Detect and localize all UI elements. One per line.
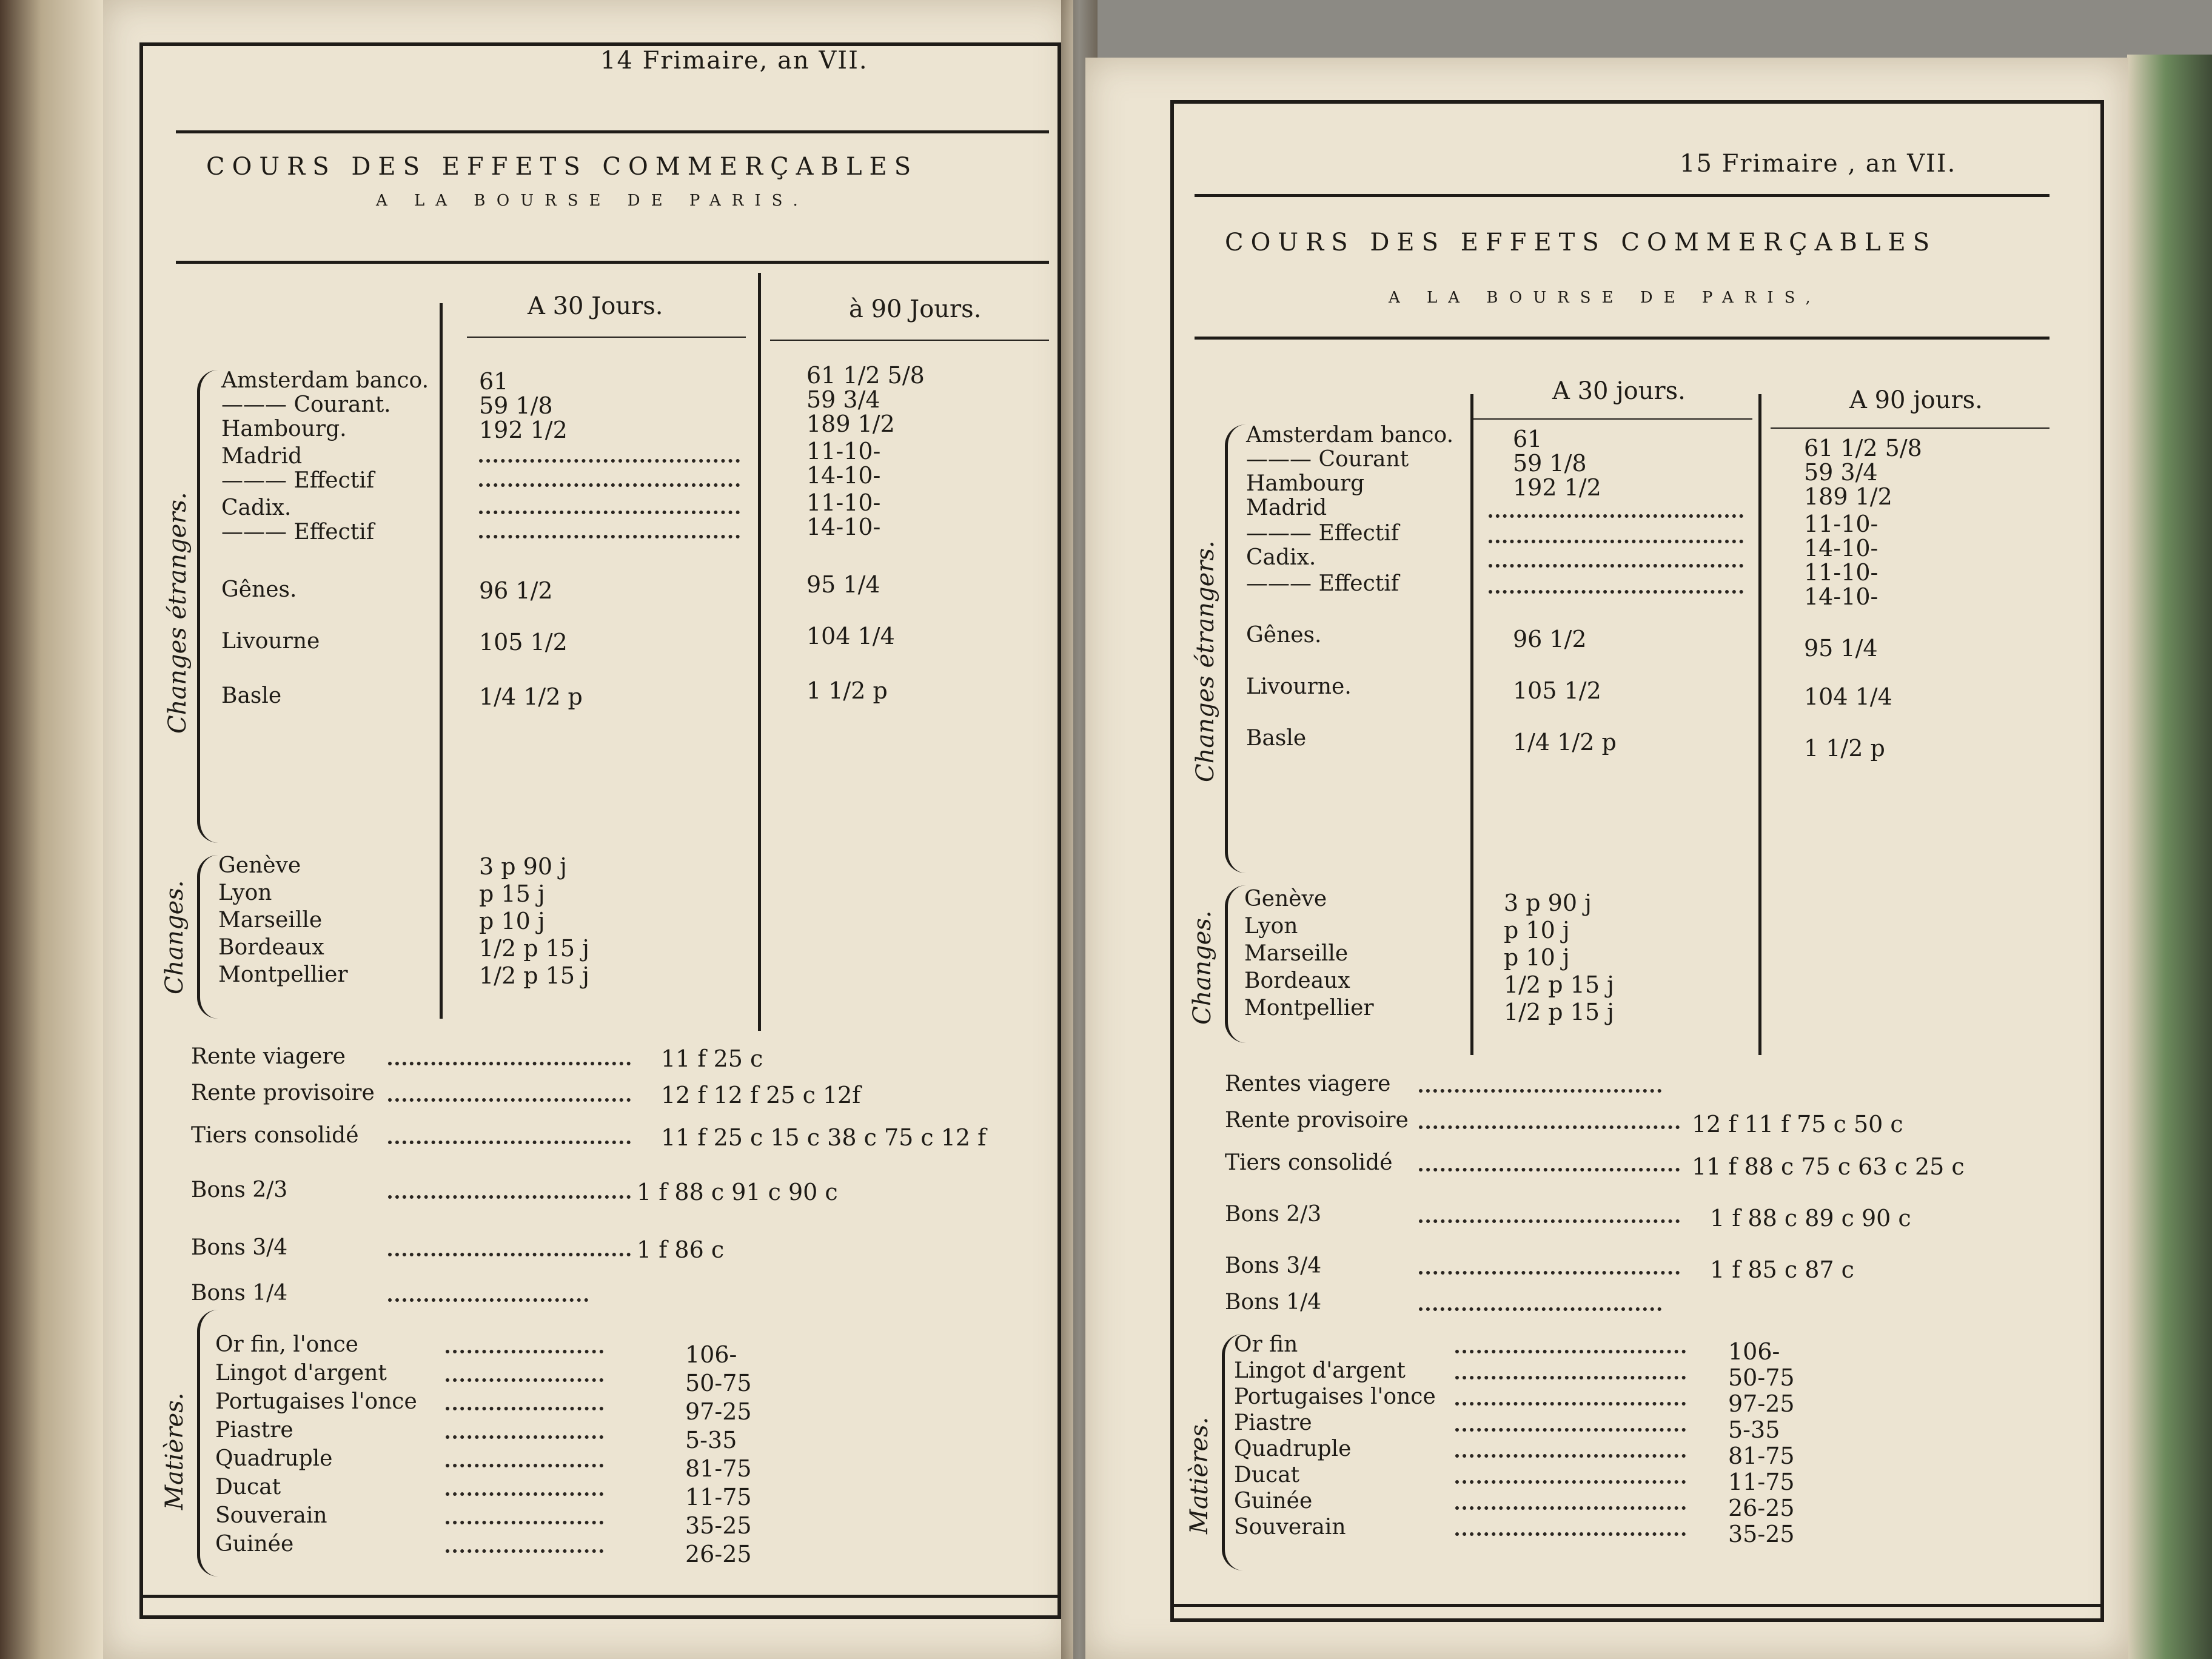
foreign-row-90-value: 14-10- xyxy=(806,514,881,540)
matiere-row-label: Ducat xyxy=(215,1475,281,1500)
matiere-row-value: 97-25 xyxy=(1728,1390,1795,1417)
matiere-row-label: Guinée xyxy=(215,1532,294,1557)
rente-row-dots xyxy=(388,1141,631,1144)
foreign-row-30-dots xyxy=(1489,540,1743,543)
foreign-row-30-value: 96 1/2 xyxy=(479,577,553,604)
rente-row-dots xyxy=(388,1253,631,1256)
rente-row-value: 11 f 25 c xyxy=(661,1045,763,1072)
right-header-rule-top xyxy=(1195,194,2049,197)
left-page-subtitle: A LA BOURSE DE PARIS. xyxy=(376,192,809,210)
matiere-row-label: Ducat xyxy=(1234,1463,1300,1487)
foreign-row-label: Gênes. xyxy=(1246,623,1322,648)
foreign-row-label: Hambourg. xyxy=(221,417,347,441)
left-changes-etrangers-label: Changes étrangers. xyxy=(164,492,192,734)
foreign-row-90-value: 104 1/4 xyxy=(806,623,895,649)
domestic-row-value: p 10 j xyxy=(1504,917,1570,943)
matiere-row-value: 81-75 xyxy=(1728,1443,1795,1469)
rente-row-label: Bons 1/4 xyxy=(191,1281,288,1305)
left-col-90-header: à 90 Jours. xyxy=(849,295,982,323)
matiere-row-dots xyxy=(446,1435,603,1439)
rente-row-value: 11 f 88 c 75 c 63 c 25 c xyxy=(1692,1153,1965,1180)
domestic-row-label: Montpellier xyxy=(1244,996,1374,1021)
matiere-row-label: Piastre xyxy=(1234,1410,1312,1435)
matiere-row-value: 81-75 xyxy=(685,1455,752,1482)
right-page-subtitle: A LA BOURSE DE PARIS, xyxy=(1389,289,1822,307)
foreign-row-90-value: 189 1/2 xyxy=(806,411,895,437)
right-foreign-brace xyxy=(1225,424,1246,873)
rente-row-label: Bons 2/3 xyxy=(191,1178,288,1202)
book-edge-left xyxy=(0,0,103,1659)
domestic-row-label: Genève xyxy=(1244,886,1327,911)
matiere-row-label: Portugaises l'once xyxy=(1234,1384,1436,1409)
matiere-row-label: Piastre xyxy=(215,1418,293,1443)
matiere-row-dots xyxy=(446,1378,603,1382)
matiere-row-label: Quadruple xyxy=(215,1446,333,1471)
rente-row-label: Rentes viagere xyxy=(1225,1071,1391,1096)
foreign-row-90-value: 14-10- xyxy=(806,462,881,489)
rente-row-value: 1 f 85 c 87 c xyxy=(1710,1256,1854,1283)
matiere-row-value: 35-25 xyxy=(1728,1521,1795,1547)
domestic-row-value: p 10 j xyxy=(479,908,545,934)
right-col-30-header: A 30 jours. xyxy=(1552,377,1686,405)
matiere-row-label: Lingot d'argent xyxy=(215,1361,387,1386)
left-page-title: COURS DES EFFETS COMMERÇABLES xyxy=(206,153,919,181)
matiere-row-dots xyxy=(1455,1428,1686,1432)
rente-row-label: Rente viagere xyxy=(191,1044,346,1069)
domestic-row-label: Lyon xyxy=(1244,914,1298,939)
rente-row-value: 11 f 25 c 15 c 38 c 75 c 12 f xyxy=(661,1124,987,1151)
domestic-row-value: 1/2 p 15 j xyxy=(479,935,589,962)
foreign-row-90-value: 104 1/4 xyxy=(1804,683,1892,710)
matiere-row-dots xyxy=(1455,1454,1686,1458)
rente-row-dots xyxy=(388,1098,631,1102)
foreign-row-label: Amsterdam banco. xyxy=(1246,423,1454,447)
right-changes-etrangers-label: Changes étrangers. xyxy=(1191,540,1219,782)
foreign-row-30-value: 105 1/2 xyxy=(1513,677,1601,704)
domestic-row-value: 3 p 90 j xyxy=(479,853,567,880)
domestic-row-label: Bordeaux xyxy=(1244,968,1350,993)
right-matieres-label: Matières. xyxy=(1185,1416,1213,1534)
matiere-row-dots xyxy=(1455,1376,1686,1379)
book-edge-right xyxy=(2127,55,2212,1659)
left-col-30-header: A 30 Jours. xyxy=(528,292,663,320)
foreign-row-30-value: 61 xyxy=(1513,426,1543,452)
foreign-row-90-value: 1 1/2 p xyxy=(806,677,888,704)
left-changes-label: Changes. xyxy=(161,880,189,994)
foreign-row-90-value: 61 1/2 5/8 xyxy=(806,362,925,389)
foreign-row-label: Madrid xyxy=(1246,495,1327,520)
matiere-row-dots xyxy=(1455,1480,1686,1484)
domestic-row-value: 1/2 p 15 j xyxy=(479,962,589,989)
foreign-row-label: Madrid xyxy=(221,444,303,469)
right-domestic-brace xyxy=(1225,885,1246,1043)
right-page-title: COURS DES EFFETS COMMERÇABLES xyxy=(1225,229,1937,256)
rente-row-value: 1 f 86 c xyxy=(637,1236,725,1263)
domestic-row-label: Marseille xyxy=(218,908,323,933)
matiere-row-label: Souverain xyxy=(1234,1515,1346,1540)
rente-row-dots xyxy=(1419,1307,1661,1311)
rente-row-dots xyxy=(1419,1168,1680,1171)
right-changes-label: Changes. xyxy=(1188,910,1216,1025)
right-page-date: 15 Frimaire , an VII. xyxy=(1680,150,1957,178)
matiere-row-value: 97-25 xyxy=(685,1398,752,1425)
left-header-rule-bottom xyxy=(176,261,1049,264)
rente-row-label: Bons 3/4 xyxy=(1225,1253,1322,1278)
foreign-row-label: ——— Courant. xyxy=(221,392,391,417)
matiere-row-value: 106- xyxy=(685,1341,737,1368)
domestic-row-value: 3 p 90 j xyxy=(1504,890,1592,916)
foreign-row-90-value: 11-10- xyxy=(1804,511,1879,537)
domestic-row-value: 1/2 p 15 j xyxy=(1504,971,1614,998)
matiere-row-label: Portugaises l'once xyxy=(215,1389,417,1414)
left-col-divider-1 xyxy=(440,303,443,1019)
foreign-row-label: Cadix. xyxy=(221,495,292,520)
foreign-row-90-value: 61 1/2 5/8 xyxy=(1804,435,1922,461)
matiere-row-value: 5-35 xyxy=(685,1427,737,1453)
rente-row-dots xyxy=(1419,1271,1680,1275)
matiere-row-value: 11-75 xyxy=(1728,1469,1795,1495)
matiere-row-value: 50-75 xyxy=(1728,1364,1795,1391)
foreign-row-label: Basle xyxy=(1246,726,1307,751)
rente-row-dots xyxy=(1419,1219,1680,1223)
rente-row-label: Tiers consolidé xyxy=(1225,1150,1393,1175)
matiere-row-value: 106- xyxy=(1728,1338,1780,1365)
foreign-row-30-dots xyxy=(1489,514,1743,518)
matiere-row-value: 26-25 xyxy=(685,1541,752,1567)
matiere-row-value: 35-25 xyxy=(685,1512,752,1539)
left-page-date: 14 Frimaire, an VII. xyxy=(600,47,868,75)
matiere-row-dots xyxy=(1455,1506,1686,1510)
rente-row-value: 1 f 88 c 91 c 90 c xyxy=(637,1179,838,1205)
rente-row-label: Tiers consolidé xyxy=(191,1123,359,1148)
rente-row-dots xyxy=(1419,1125,1680,1129)
matiere-row-value: 50-75 xyxy=(685,1370,752,1396)
matiere-row-dots xyxy=(446,1464,603,1467)
rente-row-value: 1 f 88 c 89 c 90 c xyxy=(1710,1205,1911,1232)
foreign-row-30-value: 192 1/2 xyxy=(1513,474,1601,501)
rente-row-value: 12 f 12 f 25 c 12f xyxy=(661,1082,861,1108)
domestic-row-label: Bordeaux xyxy=(218,935,324,960)
foreign-row-30-value: 1/4 1/2 p xyxy=(479,683,583,710)
rente-row-label: Rente provisoire xyxy=(191,1081,375,1105)
right-bottom-rule xyxy=(1170,1604,2104,1607)
domestic-row-label: Lyon xyxy=(218,880,272,905)
rente-row-value: 12 f 11 f 75 c 50 c xyxy=(1692,1111,1903,1138)
matiere-row-dots xyxy=(1455,1402,1686,1406)
left-header-rule-top xyxy=(176,130,1049,133)
foreign-row-90-value: 189 1/2 xyxy=(1804,483,1892,510)
left-domestic-brace xyxy=(197,855,218,1019)
foreign-row-30-value: 61 xyxy=(479,368,509,395)
foreign-row-label: ——— Effectif xyxy=(221,468,375,493)
foreign-row-30-dots xyxy=(479,511,740,514)
foreign-row-30-value: 105 1/2 xyxy=(479,629,568,655)
foreign-row-30-value: 59 1/8 xyxy=(1513,450,1587,477)
foreign-row-30-dots xyxy=(479,535,740,538)
foreign-row-90-value: 14-10- xyxy=(1804,583,1879,610)
left-foreign-brace xyxy=(197,370,218,843)
foreign-row-label: ——— Effectif xyxy=(1246,521,1399,546)
foreign-row-30-value: 96 1/2 xyxy=(1513,626,1587,652)
matiere-row-label: Lingot d'argent xyxy=(1234,1358,1406,1383)
right-col-90-header: A 90 jours. xyxy=(1849,386,1983,414)
right-col-divider-2 xyxy=(1758,394,1761,1055)
foreign-row-label: Livourne. xyxy=(1246,674,1352,699)
domestic-row-label: Genève xyxy=(218,853,301,878)
matiere-row-dots xyxy=(446,1407,603,1410)
rente-row-dots xyxy=(1419,1089,1661,1093)
rente-row-label: Bons 3/4 xyxy=(191,1235,288,1260)
foreign-row-90-value: 1 1/2 p xyxy=(1804,735,1885,762)
right-col-divider-1 xyxy=(1470,394,1473,1055)
right-col-90-rule xyxy=(1771,427,2049,429)
foreign-row-label: Livourne xyxy=(221,629,320,654)
rente-row-label: Bons 2/3 xyxy=(1225,1202,1322,1227)
rente-row-dots xyxy=(388,1195,631,1199)
domestic-row-label: Marseille xyxy=(1244,941,1349,966)
rente-row-label: Bons 1/4 xyxy=(1225,1290,1322,1315)
left-bottom-rule xyxy=(139,1595,1061,1598)
foreign-row-30-dots xyxy=(479,459,740,463)
matiere-row-label: Or fin xyxy=(1234,1332,1298,1357)
right-col-30-rule xyxy=(1473,418,1752,420)
rente-row-dots xyxy=(388,1298,588,1302)
rente-row-dots xyxy=(388,1062,631,1065)
matiere-row-dots xyxy=(446,1350,603,1353)
matiere-row-label: Guinée xyxy=(1234,1489,1313,1513)
foreign-row-label: ——— Effectif xyxy=(221,520,375,545)
matiere-row-label: Or fin, l'once xyxy=(215,1332,358,1357)
foreign-row-90-value: 59 3/4 xyxy=(1804,459,1878,486)
left-matieres-label: Matières. xyxy=(161,1392,189,1510)
matiere-row-dots xyxy=(446,1521,603,1524)
foreign-row-90-value: 14-10- xyxy=(1804,535,1879,561)
foreign-row-30-value: 192 1/2 xyxy=(479,417,568,443)
foreign-row-90-value: 95 1/4 xyxy=(806,571,880,598)
foreign-row-label: Basle xyxy=(221,683,282,708)
left-col-90-rule xyxy=(770,340,1049,341)
right-header-rule-bottom xyxy=(1195,337,2049,340)
foreign-row-30-dots xyxy=(1489,564,1743,568)
foreign-row-30-value: 59 1/8 xyxy=(479,392,553,419)
foreign-row-label: Hambourg xyxy=(1246,471,1365,496)
domestic-row-value: 1/2 p 15 j xyxy=(1504,999,1614,1025)
foreign-row-90-value: 11-10- xyxy=(806,438,881,464)
foreign-row-label: Cadix. xyxy=(1246,545,1316,570)
foreign-row-label: ——— Effectif xyxy=(1246,571,1399,596)
foreign-row-30-dots xyxy=(1489,590,1743,594)
matiere-row-dots xyxy=(446,1549,603,1553)
matiere-row-dots xyxy=(1455,1532,1686,1536)
domestic-row-value: p 10 j xyxy=(1504,944,1570,971)
foreign-row-label: Gênes. xyxy=(221,577,297,602)
matiere-row-dots xyxy=(1455,1350,1686,1353)
foreign-row-90-value: 11-10- xyxy=(1804,559,1879,586)
left-col-30-rule xyxy=(467,337,746,338)
matiere-row-label: Quadruple xyxy=(1234,1436,1352,1461)
foreign-row-90-value: 59 3/4 xyxy=(806,386,880,413)
rente-row-label: Rente provisoire xyxy=(1225,1108,1409,1133)
matiere-row-value: 26-25 xyxy=(1728,1495,1795,1521)
foreign-row-90-value: 95 1/4 xyxy=(1804,635,1878,662)
domestic-row-value: p 15 j xyxy=(479,880,545,907)
domestic-row-label: Montpellier xyxy=(218,962,348,987)
matiere-row-value: 5-35 xyxy=(1728,1416,1780,1443)
foreign-row-label: ——— Courant xyxy=(1246,447,1409,472)
foreign-row-90-value: 11-10- xyxy=(806,489,881,516)
left-col-divider-2 xyxy=(758,273,761,1031)
matiere-row-label: Souverain xyxy=(215,1503,327,1528)
foreign-row-30-dots xyxy=(479,483,740,487)
foreign-row-30-value: 1/4 1/2 p xyxy=(1513,729,1617,756)
foreign-row-label: Amsterdam banco. xyxy=(221,368,429,393)
matiere-row-value: 11-75 xyxy=(685,1484,752,1510)
matiere-row-dots xyxy=(446,1492,603,1496)
